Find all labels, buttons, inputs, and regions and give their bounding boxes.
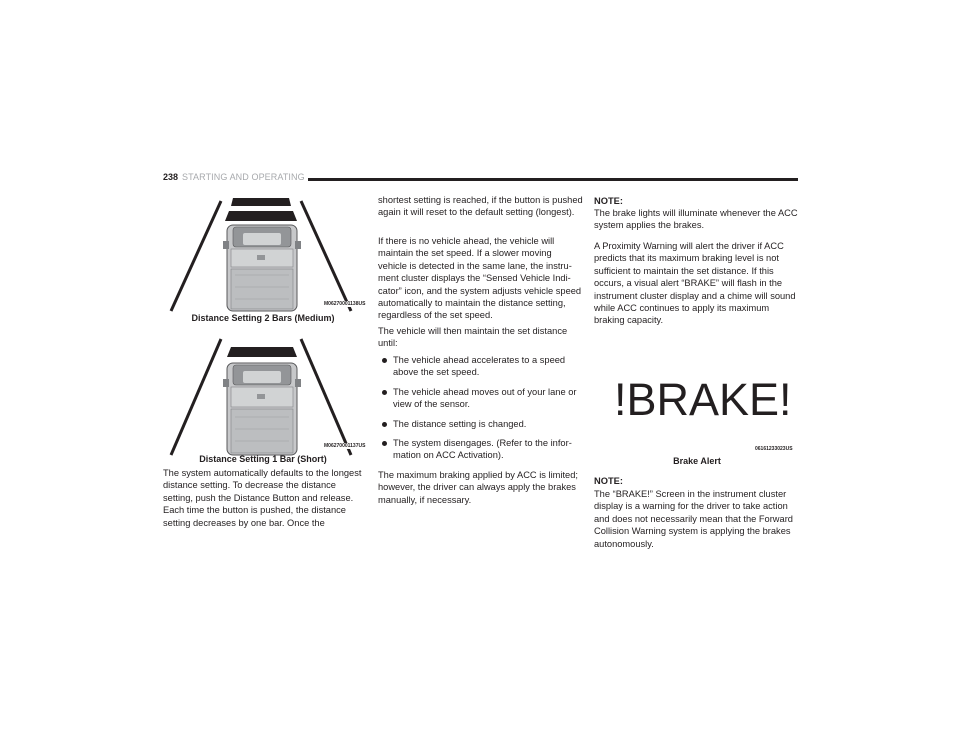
bullet-text: The system disengages. (Refer to the infor-mation on ACC Activation). xyxy=(393,438,572,461)
truck-illustration-short xyxy=(163,337,363,457)
note-text: The “BRAKE!” Screen in the instrument cluster display is a warning for the driver to take action and does not necessarily mean that the Forward Collision Warning system is applying the brakes autonomously. xyxy=(594,489,793,549)
bullet-text: The distance setting is changed. xyxy=(393,419,527,429)
bullet-dot xyxy=(382,441,387,446)
header-rule xyxy=(308,178,798,181)
bullet-text: The vehicle ahead accelerates to a speed above the set speed. xyxy=(393,355,566,378)
figure-caption: Distance Setting 2 Bars (Medium) xyxy=(191,313,335,323)
bullet-dot xyxy=(382,390,387,395)
figure-distance-medium xyxy=(163,193,366,323)
column2-paragraph-2: If there is no vehicle ahead, the vehicle will maintain the set speed. If a slower moving vehicle is detected in the same lane, the instru-ment cluster displays the “Sensed Vehicle Indi-cator” icon, and the system adjusts vehicle speed automatically to maintain the distance setting, regardless of the set speed. xyxy=(378,236,582,321)
column2-paragraph-3: The vehicle will then maintain the set distance until: xyxy=(378,326,568,349)
bullet-text: The vehicle ahead moves out of your lane or view of the sensor. xyxy=(393,387,577,410)
figure-distance-short xyxy=(163,337,366,467)
bullet-item xyxy=(378,418,583,430)
column3-paragraph: A Proximity Warning will alert the driver if ACC predicts that its maximum braking level is not sufficient to maintain the set distance. If this occurs, a visual alert “BRAKE” will flash in the instrument cluster display and a chime will sound while ACC continues to apply its maximum braking capacity. xyxy=(594,241,796,326)
figure-code: 06161233023US xyxy=(755,446,793,452)
figure-code: M06270001137US xyxy=(324,443,366,449)
section-title: STARTING AND OPERATING xyxy=(182,172,305,182)
column1-paragraph: The system automatically defaults to the longest distance setting. To decrease the distance setting, push the Distance Button and release. Each time the button is pushed, the distance setting decreases by one bar. Once the xyxy=(163,468,362,528)
brake-alert-display: !BRAKE! xyxy=(614,374,792,425)
column2-paragraph-4: The maximum braking applied by ACC is limited; however, the driver can always apply the brakes manually, if necessary. xyxy=(378,470,578,505)
bullet-dot xyxy=(382,358,387,363)
note-label: NOTE: xyxy=(594,476,623,486)
figure-code: M06270001138US xyxy=(324,301,366,307)
note-text: The brake lights will illuminate whenever the ACC system applies the brakes. xyxy=(594,208,798,231)
figure-caption: Distance Setting 1 Bar (Short) xyxy=(199,454,327,464)
column2-paragraph-1: shortest setting is reached, if the button is pushed again it will reset to the default setting (longest). xyxy=(378,195,583,218)
figure-caption: Brake Alert xyxy=(673,456,721,466)
figure-brake-alert xyxy=(594,368,804,468)
truck-illustration-medium xyxy=(163,193,363,313)
bullet-item xyxy=(378,386,583,411)
bullet-item xyxy=(378,354,583,379)
note-label: NOTE: xyxy=(594,196,623,206)
bullet-item xyxy=(378,437,583,462)
page-header xyxy=(163,172,798,186)
bullet-dot xyxy=(382,422,387,427)
page-number: 238 xyxy=(163,172,179,182)
